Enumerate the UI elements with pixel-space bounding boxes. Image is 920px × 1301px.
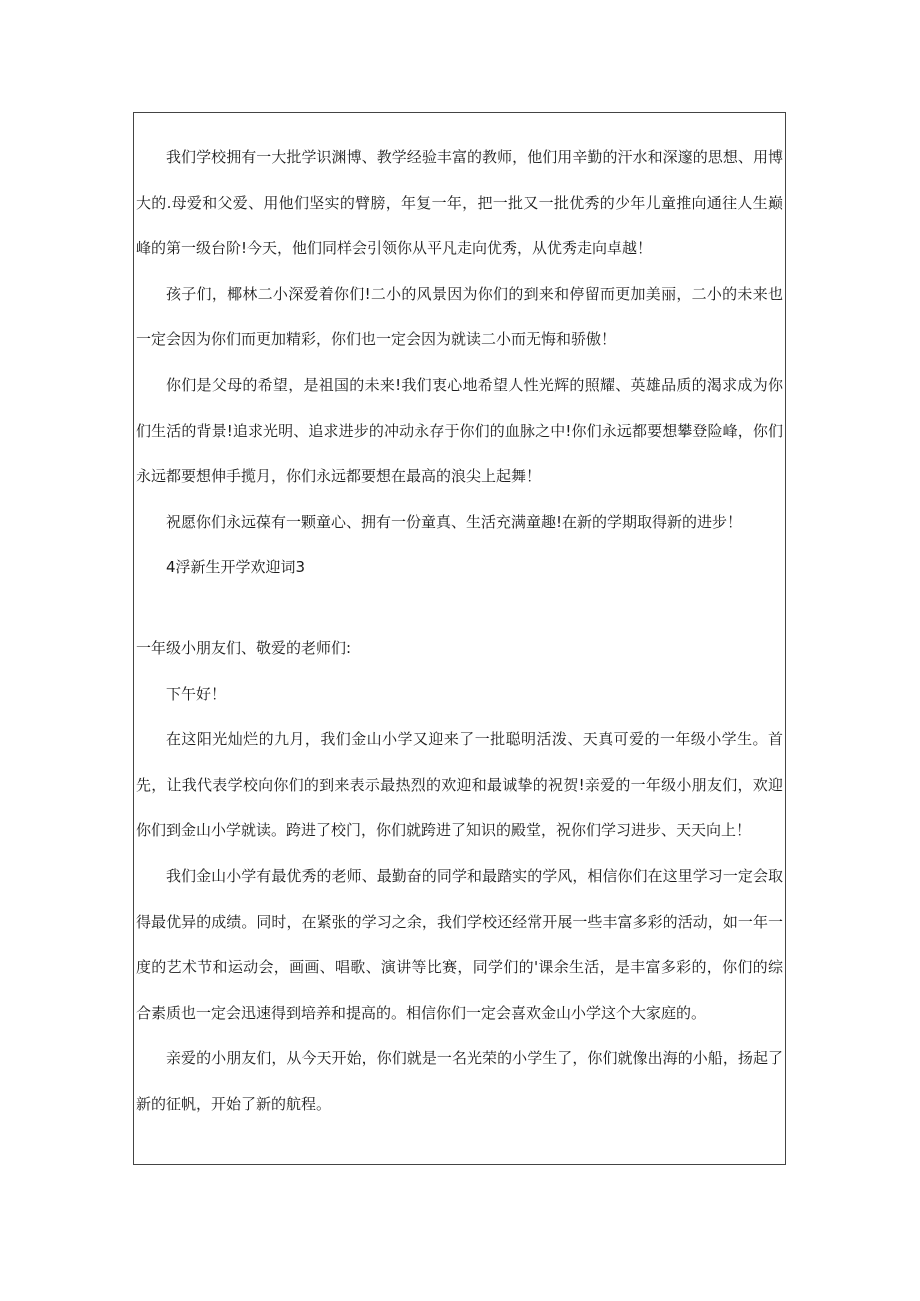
page-frame — [133, 112, 786, 1165]
paragraph: 我们金山小学有最优秀的老师、最勤奋的同学和最踏实的学风，相信你们在这里学习一定会取得最优异的成绩。同时，在紧张的学习之余，我们学校还经常开展一些丰富多彩的活动，如一年一度的艺术节和运动会，画画、唱歌、演讲等比赛，同学们的'课余生活，是丰富多彩的，你们的综合素质也一定会迅速得到培养和提高的。相信你们一定会喜欢金山小学这个大家庭的。 — [136, 866, 783, 1022]
paragraph: 孩子们，椰林二小深爱着你们!二小的风景因为你们的到来和停留而更加美丽，二小的未来也一定会因为你们而更加精彩，你们也一定会因为就读二小而无悔和骄傲！ — [136, 284, 783, 349]
paragraph: 祝愿你们永远葆有一颗童心、拥有一份童真、生活充满童趣!在新的学期取得新的进步！ — [166, 512, 743, 531]
paragraph: 你们是父母的希望，是祖国的未来!我们衷心地希望人性光辉的照耀、英雄品质的渴求成为你们生活的背景!追求光明、追求进步的冲动永存于你们的血脉之中!你们永远都要想攀登险峰，你们永远都要想伸手揽月，你们永远都要想在最高的浪尖上起舞！ — [136, 375, 783, 486]
paragraph: 在这阳光灿烂的九月，我们金山小学又迎来了一批聪明活泼、天真可爱的一年级小学生。首先，让我代表学校向你们的到来表示最热烈的欢迎和最诚挚的祝贺!亲爱的一年级小朋友们，欢迎你们到金山小学就读。跨进了校门，你们就跨进了知识的殿堂，祝你们学习进步、天天向上！ — [136, 730, 783, 840]
section-title: 4浮新生开学欢迎词3 — [166, 558, 306, 577]
salutation: 一年级小朋友们、敬爱的老师们: — [136, 638, 352, 657]
greeting: 下午好！ — [166, 684, 227, 703]
document-body — [134, 113, 785, 1127]
section-spacer — [134, 591, 785, 626]
paragraph: 亲爱的小朋友们，从今天开始，你们就是一名光荣的小学生了，你们就像出海的小船，扬起了新的征帆，开始了新的航程。 — [136, 1049, 783, 1113]
paragraph: 我们学校拥有一大批学识渊博、教学经验丰富的教师，他们用辛勤的汗水和深邃的思想、用博大的.母爱和父爱、用他们坚实的臂膀，年复一年，把一批又一批优秀的少年儿童推向通往人生巅峰的第一级台阶!今天，他们同样会引领你从平凡走向优秀，从优秀走向卓越！ — [136, 148, 783, 258]
